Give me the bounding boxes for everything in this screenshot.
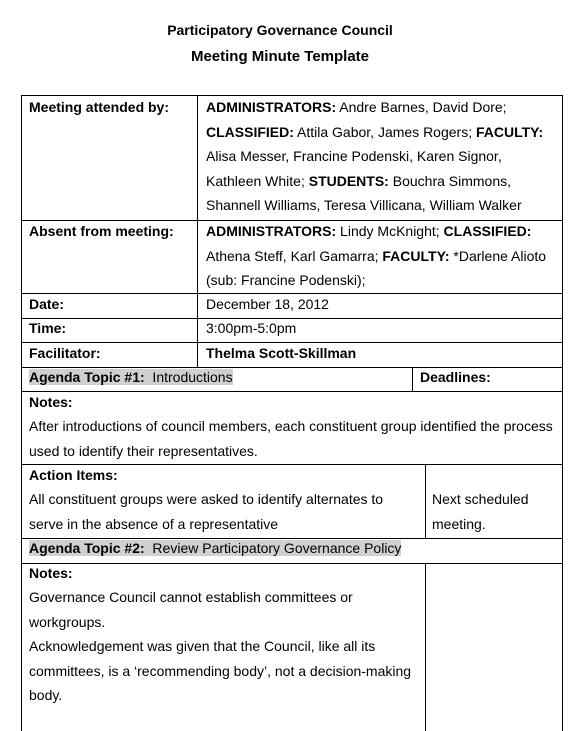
absent-label: Absent from meeting:: [29, 223, 174, 239]
absent-line-2: Athena Steff, Karl Gamarra; FACULTY: *Darlene Alioto: [206, 247, 547, 264]
attended-label: Meeting attended by:: [29, 99, 170, 115]
agenda2-label: Agenda Topic #2:: [29, 540, 145, 556]
time-label: Time:: [29, 320, 67, 336]
attended-line-1: ADMINISTRATORS: Andre Barnes, David Dore;: [206, 99, 507, 115]
absent-line-1: ADMINISTRATORS: Lindy McKnight; CLASSIFIED:: [206, 223, 532, 239]
notes2-label: Notes:: [29, 565, 73, 581]
notes2-line-3: Acknowledgement was given that the Council, like all its: [29, 638, 376, 654]
notes2-line-4: committees, is a ‘recommending body’, not a decision-making: [29, 663, 412, 679]
rule-left: [21, 95, 22, 731]
rule-right: [562, 95, 563, 731]
action-line-2: serve in the absence of a representative: [29, 516, 279, 532]
absent-line-3: (sub: Francine Podenski);: [206, 272, 366, 288]
notes1-line-2: used to identify their representatives.: [29, 443, 258, 459]
absent-list: [206, 219, 558, 293]
rule-label-column: [197, 95, 198, 367]
action-line-1: All constituent groups were asked to identify alternates to: [29, 491, 384, 507]
time-value: 3:00pm-5:0pm: [206, 320, 297, 336]
rule-notes2-column: [425, 563, 426, 731]
agenda2-heading: [29, 536, 401, 561]
deadline-line-2: meeting.: [432, 516, 486, 532]
action-label: Action Items:: [29, 467, 118, 483]
notes2-line-5: body.: [29, 687, 63, 703]
agenda2-topic: Review Participatory Governance Policy: [144, 540, 402, 556]
rule-after-agenda2: [21, 563, 563, 564]
attended-line-5: Shannell Williams, Teresa Villicana, William Walker: [206, 197, 522, 213]
rule-after-agenda1: [21, 391, 563, 392]
rule-action-column: [425, 464, 426, 538]
minutes-table: [21, 95, 563, 731]
rule-deadlines-column: [412, 367, 413, 391]
document-title: Participatory Governance Council: [167, 22, 393, 38]
notes2-line-2: workgroups.: [29, 614, 106, 630]
facilitator-value: Thelma Scott-Skillman: [206, 345, 357, 361]
agenda1-heading: [29, 365, 233, 390]
date-label: Date:: [29, 296, 65, 312]
attended-line-3: Alisa Messer, Francine Podenski, Karen Signor,: [206, 148, 502, 164]
agenda1-topic: Introductions: [144, 369, 233, 385]
attended-line-2: CLASSIFIED: Attila Gabor, James Rogers; FACULTY:: [206, 123, 544, 140]
notes2-line-1: Governance Council cannot establish committees or: [29, 589, 353, 605]
document-subtitle: Meeting Minute Template: [190, 48, 370, 65]
agenda1-label: Agenda Topic #1:: [29, 369, 145, 385]
notes1-line-1: After introductions of council members, each constituent group identified the process: [29, 418, 553, 434]
facilitator-label: Facilitator:: [29, 345, 101, 361]
date-value: December 18, 2012: [206, 296, 329, 312]
notes1-label: Notes:: [29, 394, 73, 410]
deadline-line-1: Next scheduled: [432, 491, 529, 507]
attended-list: [206, 95, 558, 218]
deadlines-label: Deadlines:: [420, 369, 491, 385]
attended-line-4: Kathleen White; STUDENTS: Bouchra Simmons,: [206, 172, 512, 189]
